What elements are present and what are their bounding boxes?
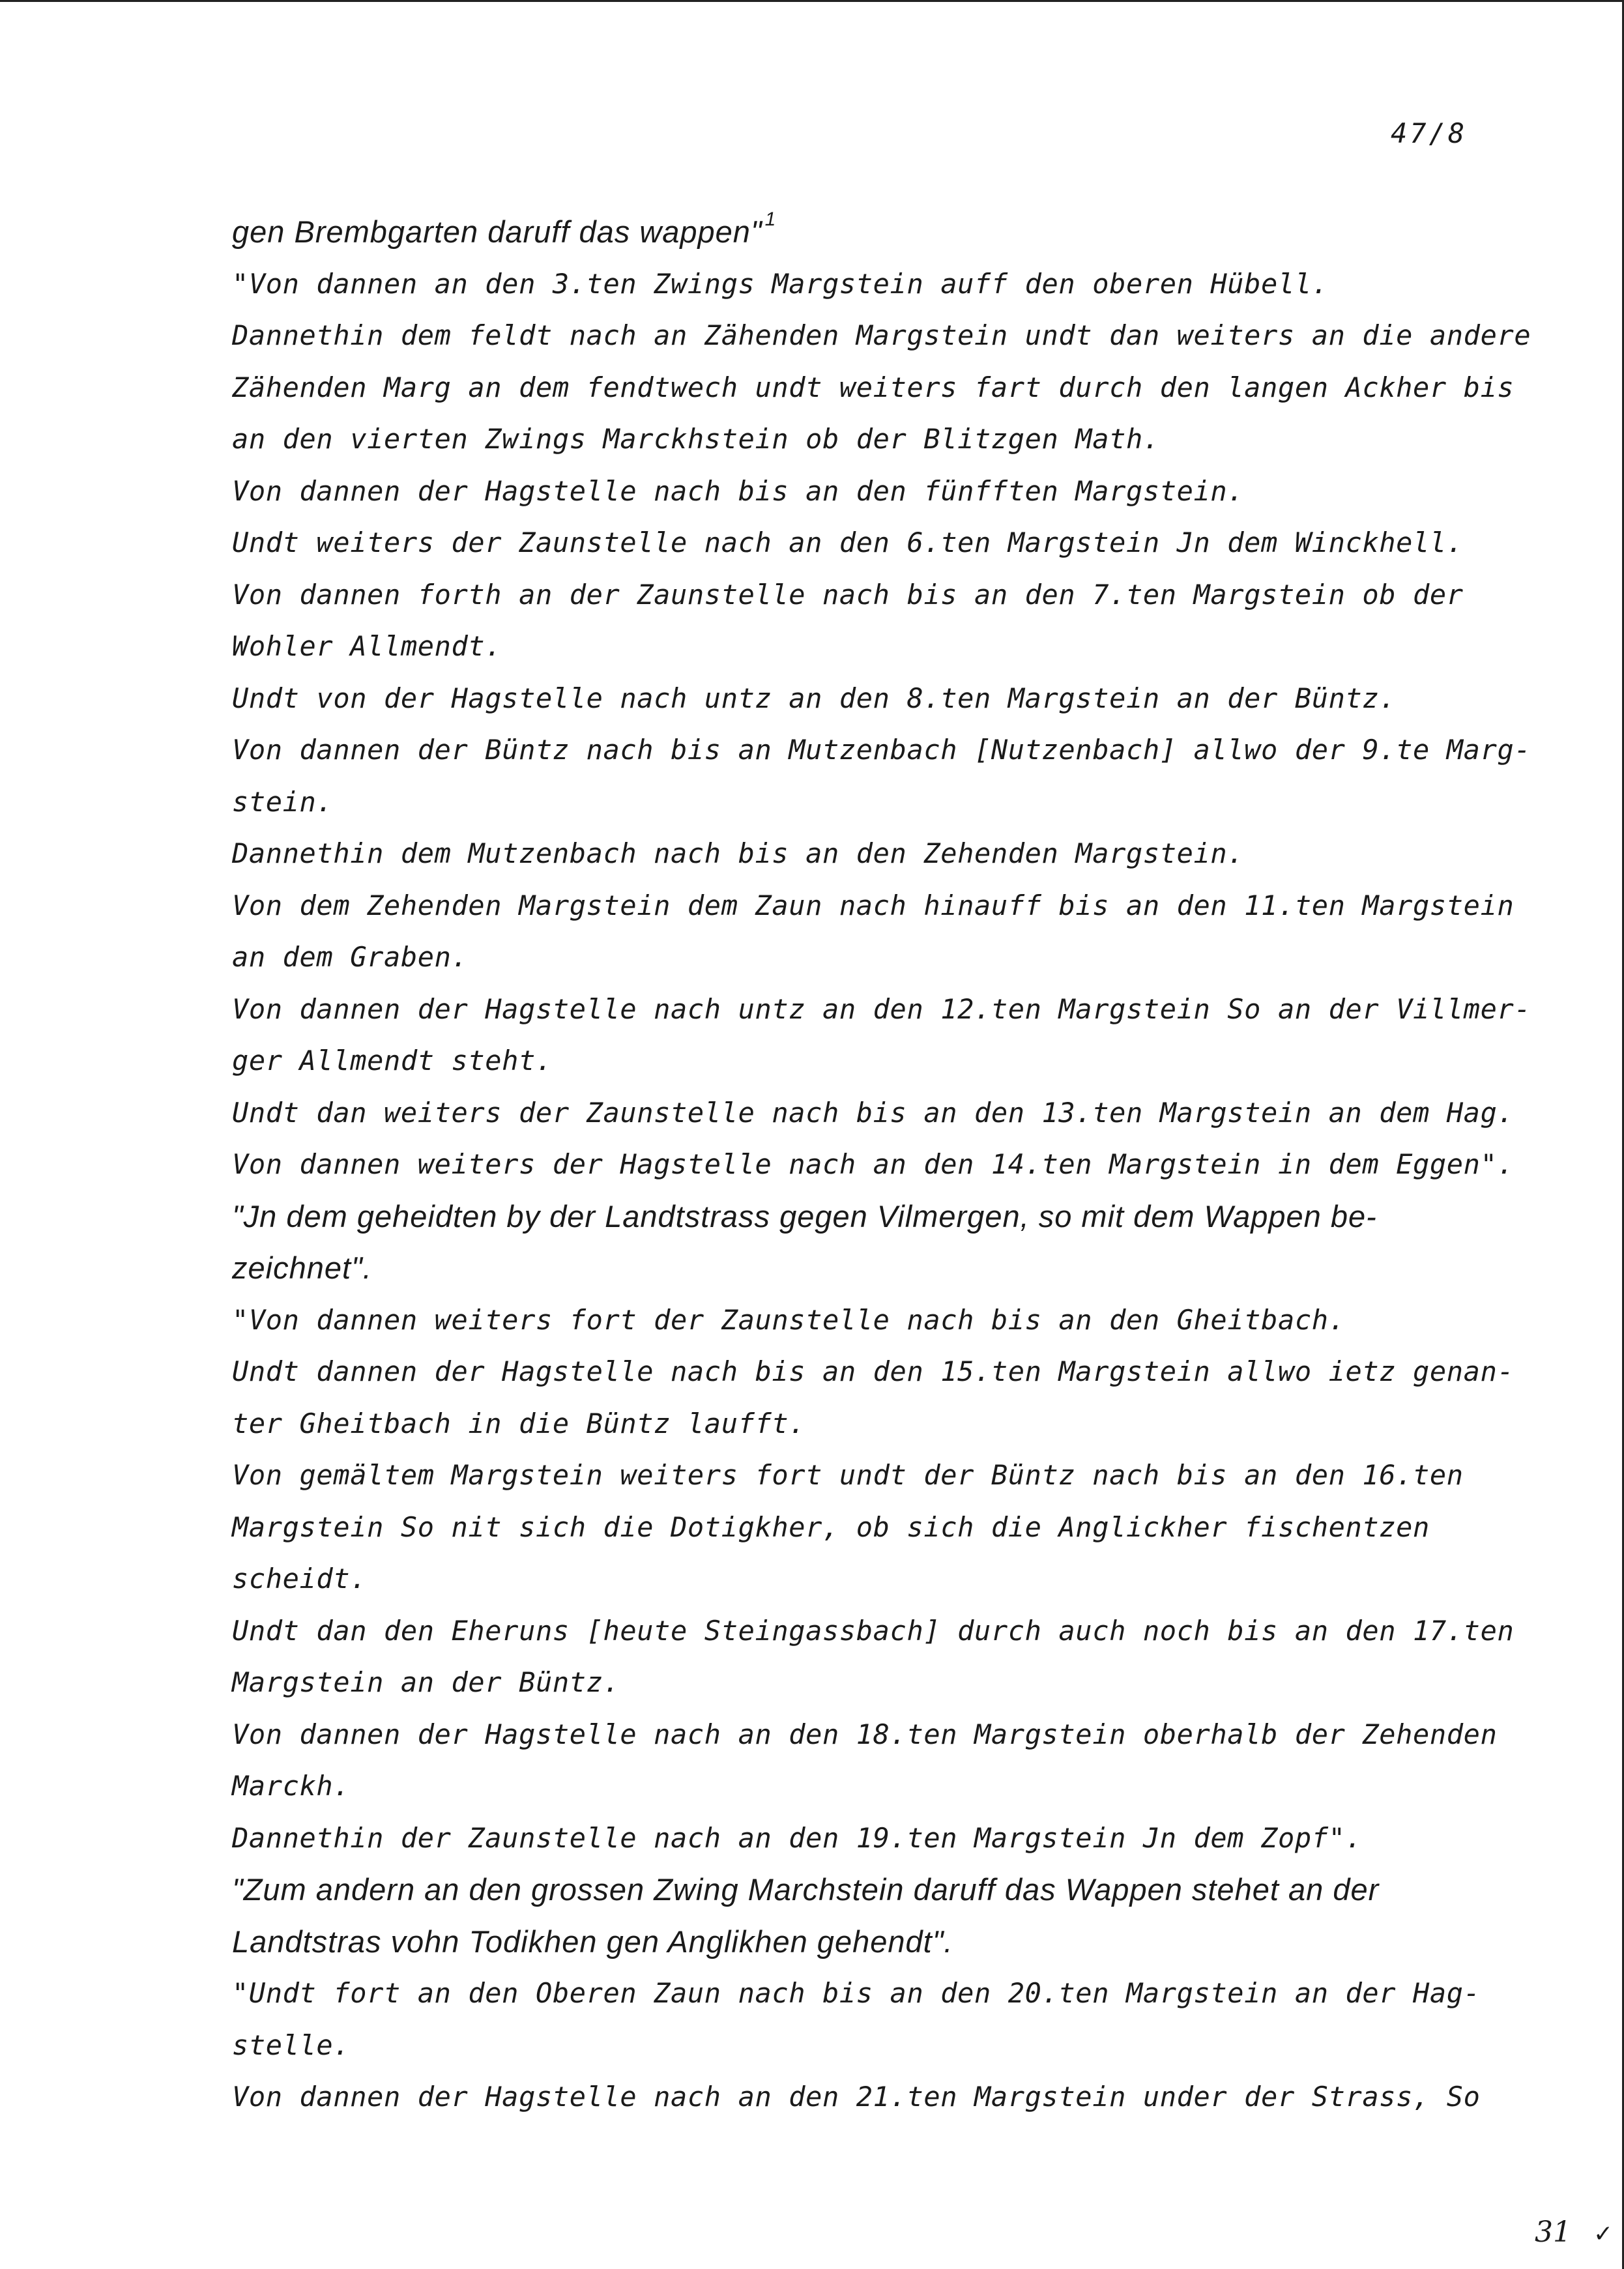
archive-number: 31 xyxy=(1535,2216,1571,2249)
text-line: Von dannen der Hagstelle nach an den 21.ten Margstein under der Strass, So xyxy=(232,2081,1481,2113)
text-line: Von gemältem Margstein weiters fort undt der Büntz nach bis an den 16.ten xyxy=(232,1459,1464,1491)
text-line: Von dannen forth an der Zaunstelle nach bis an den 7.ten Margstein ob der xyxy=(232,578,1464,611)
text-line: zeichnet". xyxy=(232,1250,372,1285)
text-line: Von dannen der Hagstelle nach an den 18.ten Margstein oberhalb der Zehenden xyxy=(232,1718,1498,1750)
text-line: Dannethin dem Mutzenbach nach bis an den Zehenden Margstein. xyxy=(232,837,1245,869)
text-line: Marckh. xyxy=(232,1770,351,1802)
check-mark-icon: ✓ xyxy=(1593,2221,1614,2247)
text-line: Margstein So nit sich die Dotigkher, ob sich die Anglickher fischentzen xyxy=(232,1510,1430,1543)
text-line: ter Gheitbach in die Büntz laufft. xyxy=(232,1407,806,1439)
text-line: Von dannen der Hagstelle nach bis an den fünfften Margstein. xyxy=(232,474,1245,507)
text-line: "Undt fort an den Oberen Zaun nach bis an den 20.ten Margstein an der Hag- xyxy=(232,1977,1481,2009)
footnote-marker: 1 xyxy=(764,209,777,230)
text-line: stelle. xyxy=(232,2029,351,2061)
text-line: stein. xyxy=(232,785,334,818)
text-line: Zähenden Marg an dem fendtwech undt weiters fart durch den langen Ackher bis xyxy=(232,371,1515,403)
page-number: 47/8 xyxy=(1391,117,1468,149)
text-line: Von dannen der Büntz nach bis an Mutzenbach [Nutzenbach] allwo der 9.te Marg- xyxy=(232,734,1531,766)
text-line: Margstein an der Büntz. xyxy=(232,1666,620,1698)
text-line: an dem Graben. xyxy=(232,941,469,973)
document-body xyxy=(232,206,1531,2123)
text-line: Von dem Zehenden Margstein dem Zaun nach hinauff bis an den 11.ten Margstein xyxy=(232,889,1515,921)
text-line: "Jn dem geheidten by der Landtstrass gegen Vilmergen, so mit dem Wappen be- xyxy=(232,1198,1377,1234)
text-line: Undt dannen der Hagstelle nach bis an den 15.ten Margstein allwo ietz genan- xyxy=(232,1355,1515,1387)
text-line: Von dannen der Hagstelle nach untz an den 12.ten Margstein So an der Villmer- xyxy=(232,992,1531,1025)
text-line: Landtstras vohn Todikhen gen Anglikhen gehendt". xyxy=(232,1924,953,1959)
text-line: Von dannen weiters der Hagstelle nach an den 14.ten Margstein in dem Eggen". xyxy=(232,1148,1515,1180)
text-line: Undt dan weiters der Zaunstelle nach bis an den 13.ten Margstein an dem Hag. xyxy=(232,1096,1515,1129)
text-line: an den vierten Zwings Marckhstein ob der Blitzgen Math. xyxy=(232,423,1160,455)
text-line: Dannethin der Zaunstelle nach an den 19.ten Margstein Jn dem Zopf". xyxy=(232,1821,1363,1854)
text-line: "Von dannen weiters fort der Zaunstelle nach bis an den Gheitbach. xyxy=(232,1303,1346,1336)
text-line: Undt von der Hagstelle nach untz an den 8.ten Margstein an der Büntz. xyxy=(232,682,1397,714)
text-line: scheidt. xyxy=(232,1563,368,1595)
text-line: Dannethin dem feldt nach an Zähenden Margstein undt dan weiters an die andere xyxy=(232,319,1531,351)
text-line: "Von dannen an den 3.ten Zwings Margstein auff den oberen Hübell. xyxy=(232,267,1329,300)
text-line: Wohler Allmendt. xyxy=(232,630,502,662)
text-line: Undt dan den Eheruns [heute Steingassbach] durch auch noch bis an den 17.ten xyxy=(232,1614,1515,1647)
text-line: "Zum andern an den grossen Zwing Marchstein daruff das Wappen stehet an der xyxy=(232,1872,1380,1907)
text-line: gen Brembgarten daruff das wappen" $^1$ xyxy=(232,209,777,249)
page-border-top xyxy=(0,0,1624,2)
text-line: ger Allmendt steht. xyxy=(232,1045,553,1077)
text-line: Undt weiters der Zaunstelle nach an den 6.ten Margstein Jn dem Winckhell. xyxy=(232,527,1464,558)
